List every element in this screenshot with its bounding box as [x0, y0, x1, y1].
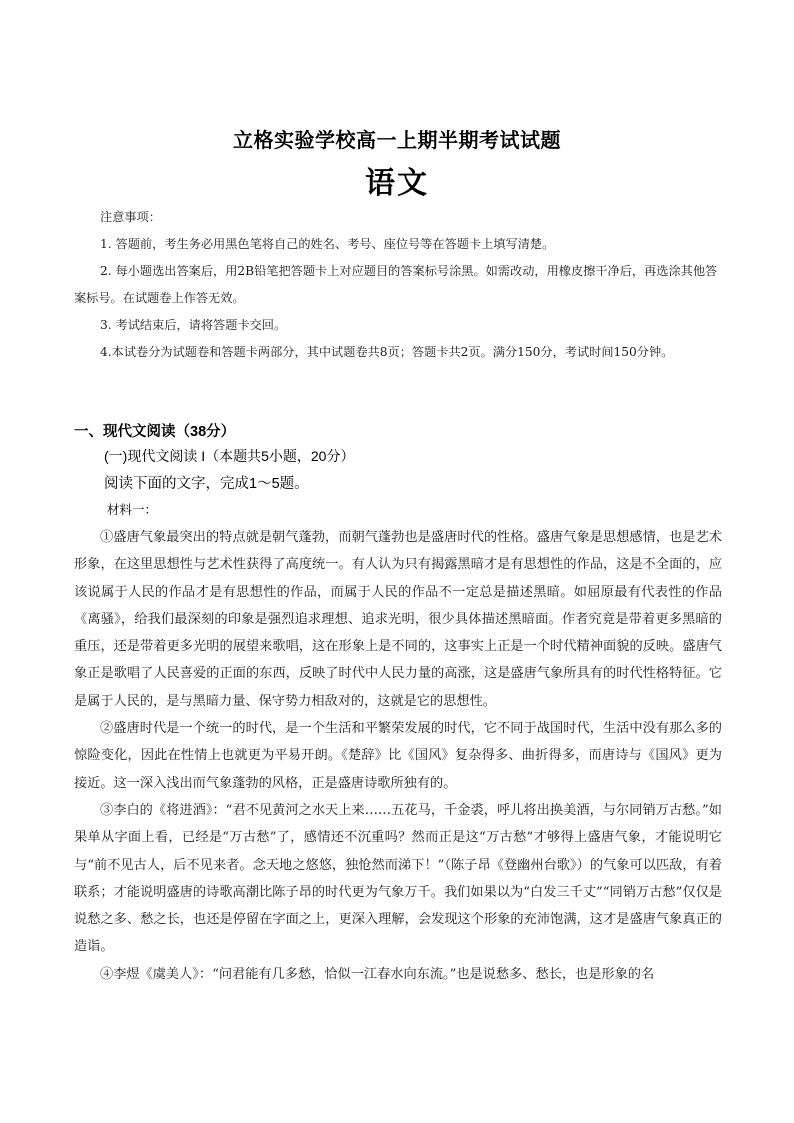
material-label: 材料一：	[107, 502, 158, 517]
notes-item: 2. 每小题选出答案后，用2B铅笔把答题卡上对应题目的答案标号涂黑。如需改动，用橡皮擦干净后，再选涂其他答案标号。在试题卷上作答无效。	[74, 264, 718, 305]
passage-paragraph: ①盛唐气象最突出的特点就是朝气蓬勃，而朝气蓬勃也是盛唐时代的性格。盛唐气象是思想感情，也是艺术形象，在这里思想性与艺术性获得了高度统一。有人认为只有揭露黑暗才是有思想性的作品，这是不全面的，应该说属于人民的作品才是有思想性的作品，而属于人民的作品不一定总是描述黑暗。如屈原最有代表性的作品《离骚》，给我们最深刻的印象是强烈追求理想、追求光明，很少具体描述黑暗面。作者究竟是带着更多黑暗的重压，还是带着更多光明的展望来歌唱，这在形象上是不同的，这事实上正是一个时代精神面貌的反映。盛唐气象正是歌唱了人民喜爱的正面的东西，反映了时代中人民力量的高涨，这是盛唐气象所具有的时代性格特征。它是属于人民的，是与黑暗力量、保守势力相敌对的，这就是它的思想性。	[74, 530, 722, 709]
reading-instruction: 阅读下面的文字，完成1～5题。	[104, 476, 309, 492]
passage-paragraph: ③李白的《将进酒》：“君不见黄河之水天上来……五花马，千金裘，呼儿将出换美酒，与尔同销万古愁。”如果单从字面上看，已经是“万古愁”了，感情还不沉重吗？然而正是这“万古愁”才够得上盛唐气象，才能说明它与“前不见古人，后不见来者。念天地之悠悠，独怆然而涕下！”（陈子昂《登幽州台歌》）的气象可以匹敌，有着联系；才能说明盛唐的诗歌高潮比陈子昂的时代更为气象万千。我们如果以为“白发三千丈”“同销万古愁”仅仅是说愁之多、愁之长，也还是停留在字面之上，更深入理解，会发现这个形象的充沛饱满，这才是盛唐气象真正的造诣。	[74, 802, 722, 955]
passage-paragraph: ④李煜《虞美人》：“问君能有几多愁，恰似一江春水向东流。”也是说愁多、愁长，也是形象的名	[100, 966, 655, 982]
subject-title: 语文	[365, 166, 429, 201]
notes-item: 1. 答题前，考生务必用黑色笔将自己的姓名、考号、座位号等在答题卡上填写清楚。	[100, 237, 555, 251]
section-subtitle: (一)现代文阅读 I（本题共5小题，20分）	[104, 448, 355, 464]
passage	[74, 524, 722, 988]
section-title: 一、现代文阅读（38分）	[74, 424, 236, 440]
notes-item: 4.本试卷分为试题卷和答题卡两部分，其中试题卷共8页；答题卡共2页。满分150分，考试时间150分钟。	[100, 345, 674, 359]
notes-block	[74, 204, 724, 366]
passage-paragraph: ②盛唐时代是一个统一的时代，是一个生活和平繁荣发展的时代，它不同于战国时代，生活中没有那么多的惊险变化，因此在性情上也就更为平易开朗。《楚辞》比《国风》复杂得多、曲折得多，而唐诗与《国风》更为接近。这一深入浅出而气象蓬勃的风格，正是盛唐诗歌所独有的。	[74, 721, 722, 791]
school-title: 立格实验学校高一上期半期考试试题	[233, 128, 561, 152]
notes-item: 3. 考试结束后，请将答题卡交回。	[100, 318, 287, 332]
notes-heading: 注意事项：	[100, 210, 161, 224]
